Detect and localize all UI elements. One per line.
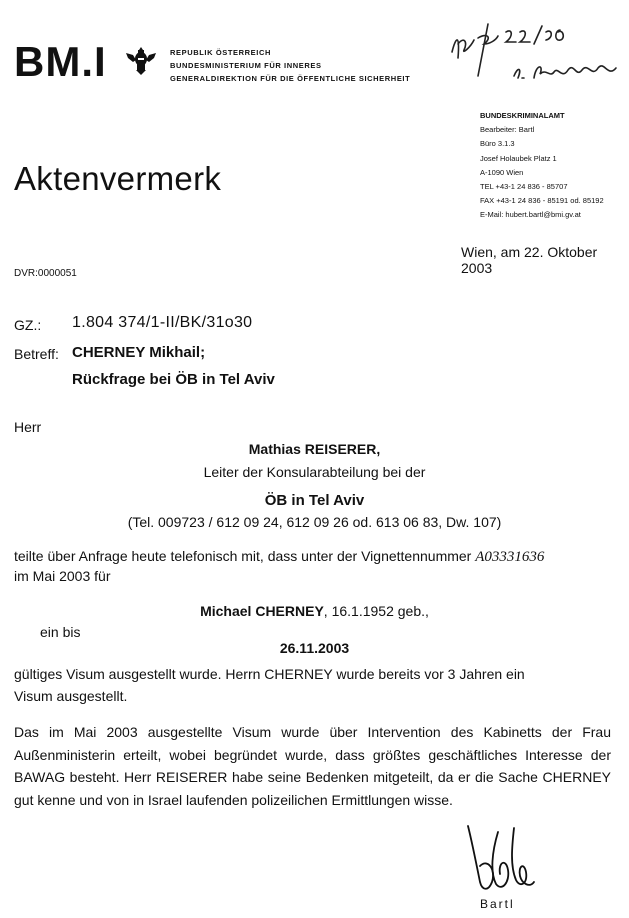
contact-office: Büro 3.1.3 [480, 139, 515, 149]
page-title: Aktenvermerk [14, 160, 222, 197]
header-line: GENERALDIREKTION FÜR DIE ÖFFENTLICHE SICHERHEIT [170, 74, 411, 83]
recipient-role: Leiter der Konsularabteilung bei der [203, 464, 426, 480]
recipient-office: ÖB in Tel Aviv [264, 492, 365, 509]
contact-fax: FAX +43-1 24 836 - 85191 od. 85192 [480, 196, 604, 206]
body-paragraph: Das im Mai 2003 ausgestellte Visum wurde über Intervention des Kabinetts der Frau Außenministerin erteilt, wobei begründet wurde, dass größtes geschäftliches Interesse der BAWAG besteht. Herr REISERER habe seine Bedenken mitgeteilt, da er die Sache CHERNEY gut kenne und von in Israel laufenden polizeilichen Ermittlungen wisse. [14, 724, 611, 808]
dvr-number: DVR:0000051 [14, 268, 77, 279]
contact-clerk: Bearbeiter: Bartl [480, 125, 535, 135]
ein-bis: ein bis [40, 624, 81, 640]
person-birth: , 16.1.1952 geb., [323, 603, 429, 619]
subject-line-2: Rückfrage bei ÖB in Tel Aviv [72, 371, 275, 388]
signature-mark [458, 822, 538, 903]
body-line-2: im Mai 2003 für [14, 568, 111, 584]
gz-value: 1.804 374/1-II/BK/31o30 [72, 314, 253, 331]
contact-city: A-1090 Wien [480, 167, 524, 177]
ministry-logo: BM.I [14, 38, 107, 85]
gz-label: GZ.: [14, 317, 42, 333]
eagle-emblem-icon [124, 43, 158, 82]
contact-street: Josef Holaubek Platz 1 [480, 153, 557, 163]
vignette-number: A03331636 [475, 549, 545, 565]
contact-org: BUNDESKRIMINALAMT [480, 111, 565, 120]
header-line: REPUBLIK ÖSTERREICH [170, 48, 271, 57]
city-date: Wien, am 22. Oktober 2003 [461, 244, 598, 276]
contact-tel: TEL +43-1 24 836 - 85707 [480, 182, 568, 192]
body-line-4: Visum ausgestellt. [14, 688, 128, 704]
salutation: Herr [14, 419, 42, 435]
subject-line-1: CHERNEY Mikhail; [72, 344, 206, 361]
signatory-name: Bartl [480, 897, 515, 911]
person-line [0, 603, 629, 619]
subject-label: Betreff: [14, 346, 59, 362]
header-line: BUNDESMINISTERIUM FÜR INNERES [170, 61, 322, 70]
body-line-3: gültiges Visum ausgestellt wurde. Herrn CHERNEY wurde bereits vor 3 Jahren ein [14, 666, 525, 682]
body-line-1 [14, 546, 544, 567]
handwritten-note [448, 18, 628, 93]
ministry-header [170, 46, 410, 85]
recipient-name: Mathias REISERER, [248, 441, 381, 457]
recipient-tel: (Tel. 009723 / 612 09 24, 612 09 26 od. 613 06 83, Dw. 107) [127, 514, 502, 530]
valid-until-date: 26.11.2003 [279, 640, 350, 656]
contact-block [480, 109, 604, 223]
person-name: Michael CHERNEY [200, 603, 324, 619]
contact-email: E-Mail: hubert.bartl@bmi.gv.at [480, 210, 581, 220]
body-text: teilte über Anfrage heute telefonisch mit, dass unter der Vignettennummer [14, 548, 476, 564]
